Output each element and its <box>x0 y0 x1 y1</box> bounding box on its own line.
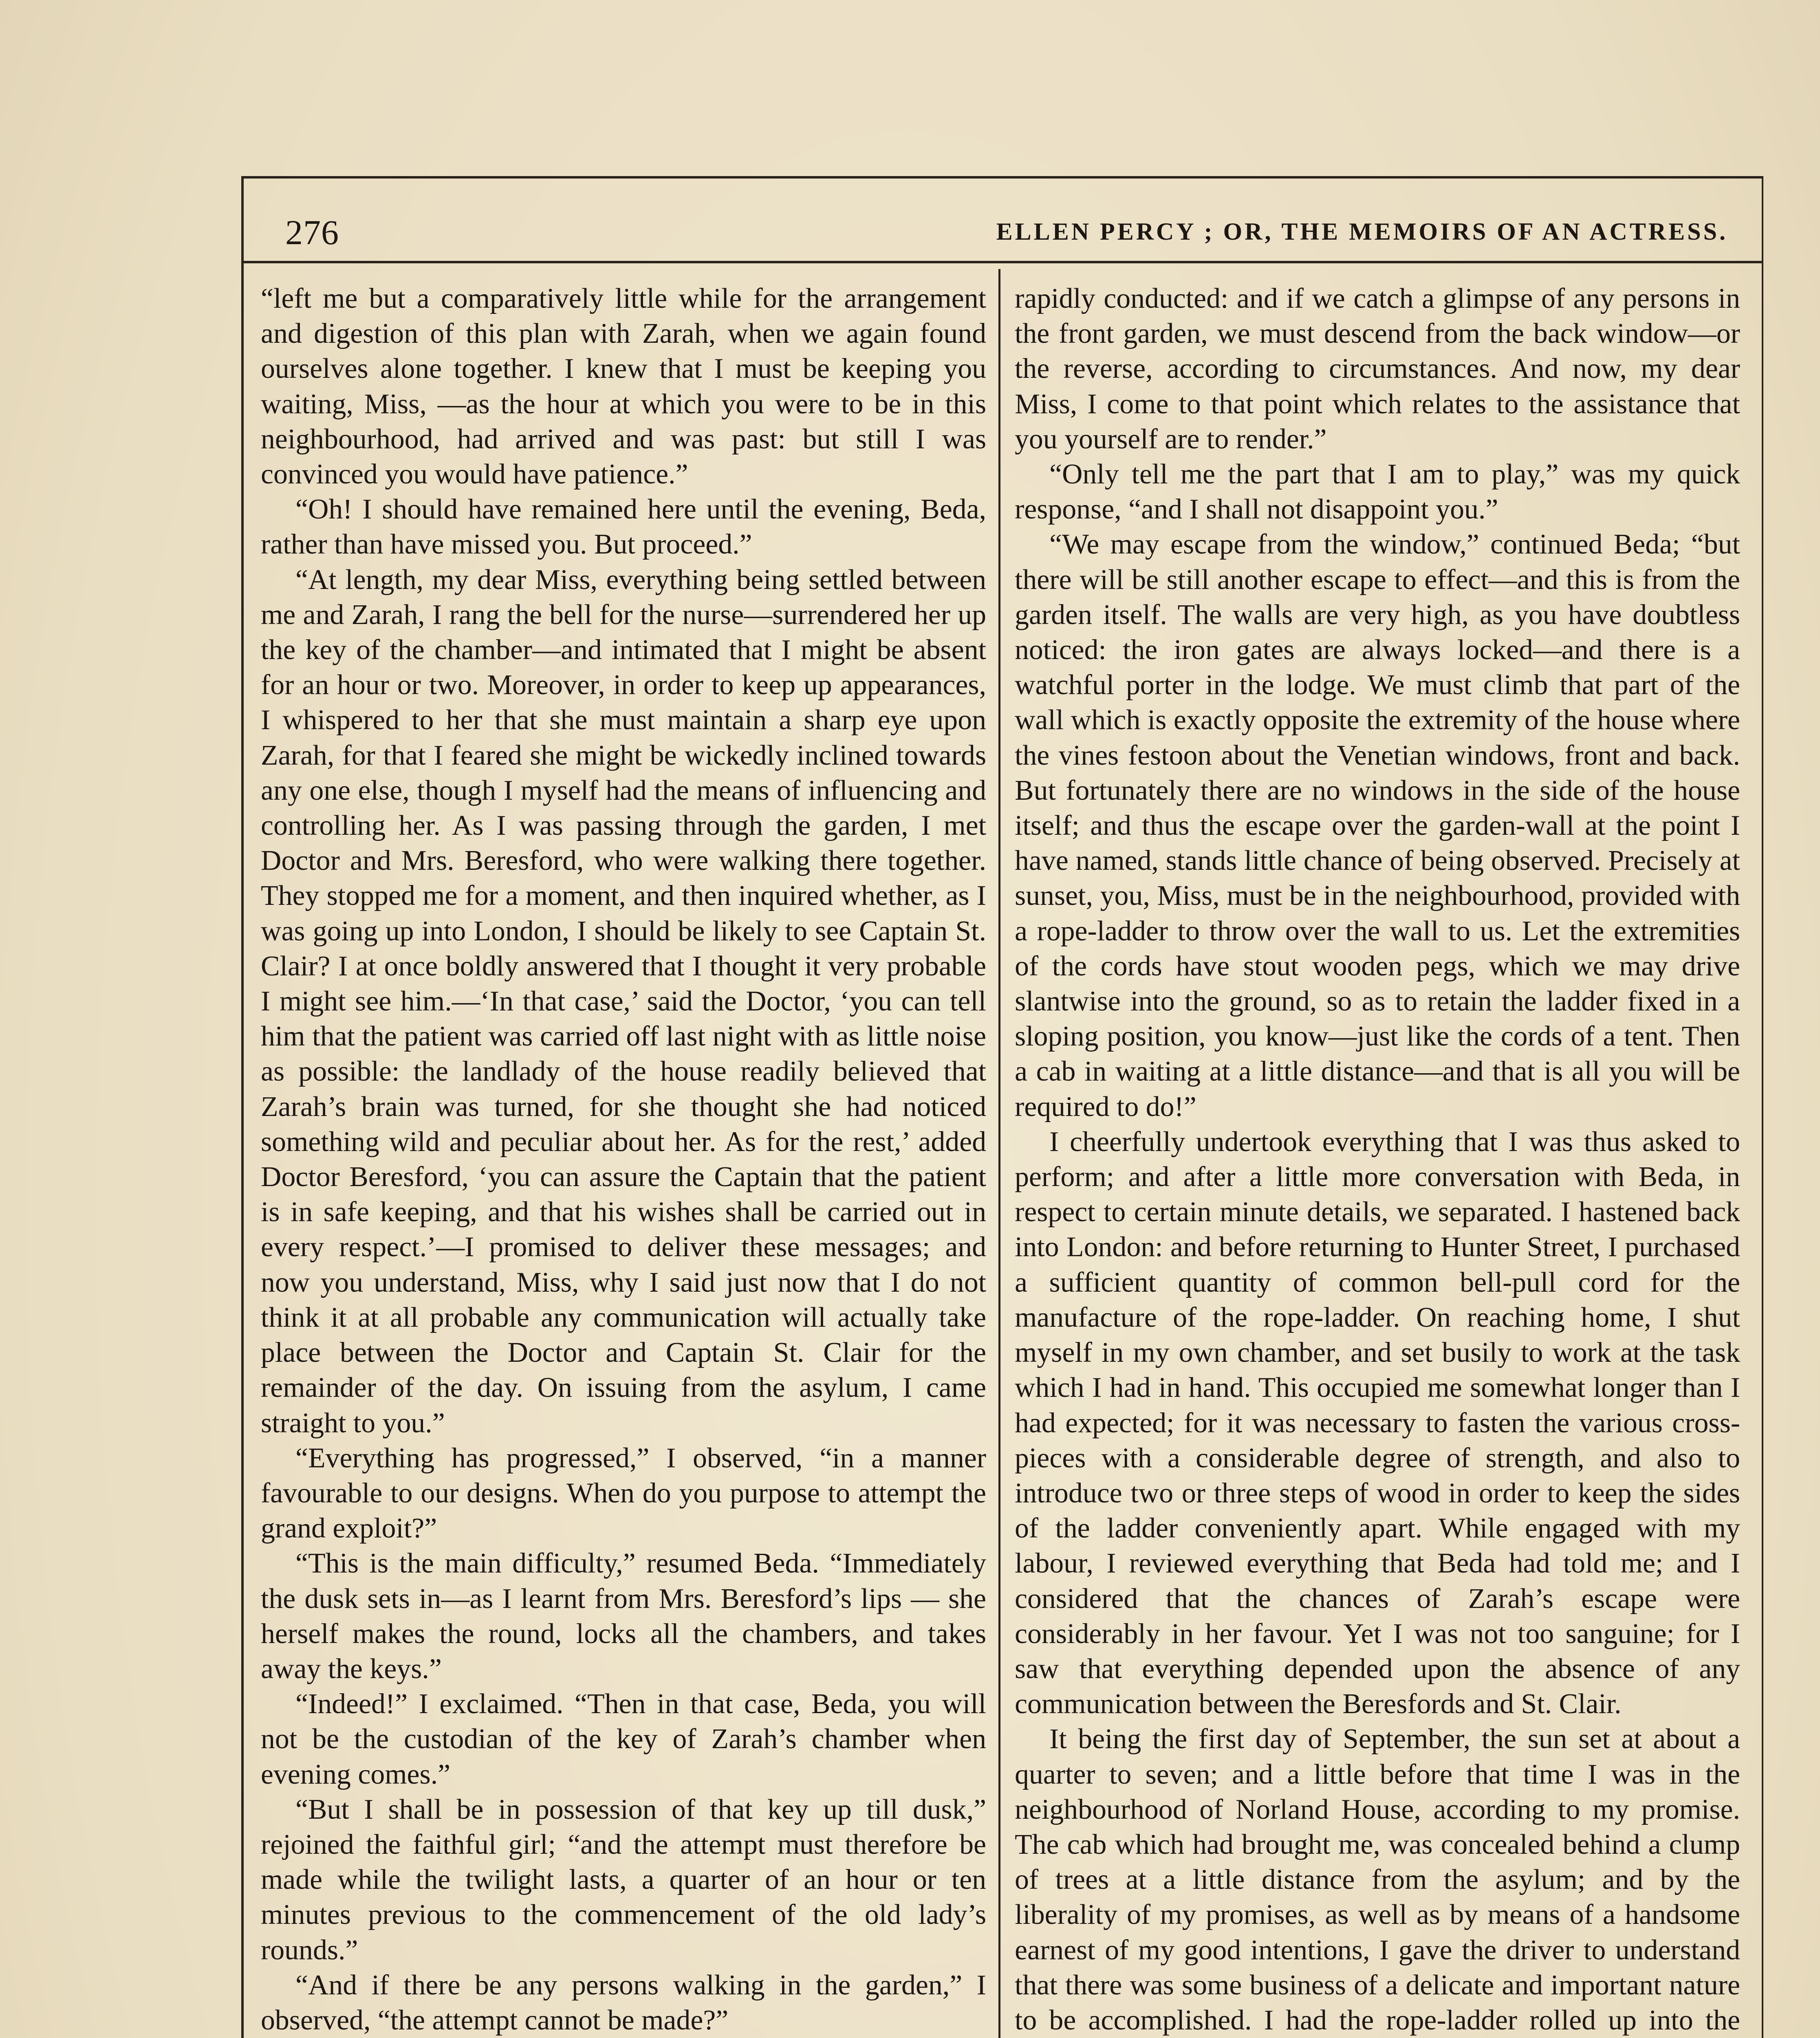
paragraph: “Oh! I should have remained here until the evening, Beda, rather than have missed you. But proceed.” <box>261 494 986 560</box>
running-title: ELLEN PERCY ; OR, THE MEMOIRS OF AN ACTRESS. <box>996 218 1728 245</box>
paragraph: “And if there be any persons walking in the garden,” I observed, “the attempt cannot be made?” <box>261 1969 986 2036</box>
paragraph: I cheerfully undertook everything that I was thus asked to perform; and after a little more conversation with Beda, in respect to certain minute details, we separated. I hastened back into London: and before returning to Hunter Street, I purchased a sufficient quantity of common bell-pull cord for the manufacture of the rope-ladder. On reaching home, I shut myself in my own chamber, and set busily to work at the task which I had in hand. This occupied me somewhat longer than I had expected; for it was necessary to fasten the various cross-pieces with a considerable degree of strength, and also to introduce two or three steps of wood in order to keep the sides of the ladder conveniently apart. While engaged with my labour, I reviewed everything that Beda had told me; and I considered that the chances of Zarah’s escape were considerably in her favour. Yet I was not too sanguine; for I saw that everything depended upon the absence of any communication between the Beresfords and St. Clair. <box>1015 1126 1740 1720</box>
right-column <box>1015 281 1740 2038</box>
paragraph: “Everything has progressed,” I observed, “in a manner favourable to our designs. When do you purpose to attempt the grand exploit?” <box>261 1442 986 1544</box>
page-number: 276 <box>285 213 339 252</box>
paragraph: “But I shall be in possession of that key up till dusk,” rejoined the faithful girl; “and the attempt must therefore be made while the twilight lasts, a quarter of an hour or ten minutes previous to the commencement of the old lady’s rounds.” <box>261 1793 986 1966</box>
left-column <box>261 281 986 2038</box>
paragraph: “Indeed!” I exclaimed. “Then in that case, Beda, you will not be the custodian of the key of Zarah’s chamber when evening comes.” <box>261 1688 986 1790</box>
paragraph: “Only tell me the part that I am to play,” was my quick response, “and I shall not disappoint you.” <box>1015 459 1740 525</box>
column-divider <box>998 269 1000 2038</box>
paragraph: It being the first day of September, the sun set at about a quarter to seven; and a little before that time I was in the neighbourhood of Norland House, according to my promise. The cab which had brought me, was concealed behind a clump of trees at a little distance from the asylum; and by the liberality of my promises, as well as by means of a handsome earnest of my good intentions, I gave the driver to understand that there was some business of a delicate and important nature to be accomplished. I had the rope-ladder rolled up into the <box>1015 1723 1740 2036</box>
paragraph: “left me but a comparatively little while for the arrangement and digestion of this plan with Zarah, when we again found ourselves alone together. I knew that I must be keeping you waiting, Miss, —as the hour at which you were to be in this neighbourhood, had arrived and was past: but still I was convinced you would have patience.” <box>261 283 986 490</box>
page-header <box>285 212 1728 257</box>
paragraph: “We may escape from the window,” continued Beda; “but there will be still another escape to effect—and this is from the garden itself. The walls are very high, as you have doubtless noticed: the iron gates are always locked—and there is a watchful porter in the lodge. We must climb that part of the wall which is exactly opposite the extremity of the house where the vines festoon about the Venetian windows, front and back. But fortunately there are no windows in the side of the house itself; and thus the escape over the garden-wall at the point I have named, stands little chance of being observed. Precisely at sunset, you, Miss, must be in the neighbourhood, provided with a rope-ladder to throw over the wall to us. Let the extremities of the cords have stout wooden pegs, which we may drive slantwise into the ground, so as to retain the ladder fixed in a sloping position, you know—just like the cords of a tent. Then a cab in waiting at a little distance—and that is all you will be required to do!” <box>1015 529 1740 1123</box>
paragraph: “At length, my dear Miss, everything being settled between me and Zarah, I rang the bell for the nurse—surrendered her up the key of the chamber—and intimated that I might be absent for an hour or two. Moreover, in order to keep up appearances, I whispered to her that she must maintain a sharp eye upon Zarah, for that I feared she might be wickedly inclined towards any one else, though I myself had the means of influencing and controlling her. As I was passing through the garden, I met Doctor and Mrs. Beresford, who were walking there together. They stopped me for a moment, and then inquired whether, as I was going up into London, I should be likely to see Captain St. Clair? I at once boldly answered that I thought it very probable I might see him.—‘In that case,’ said the Doctor, ‘you can tell him that the patient was carried off last night with as little noise as possible: the landlady of the house readily believed that Zarah’s brain was turned, for she thought she had noticed something wild and peculiar about her. As for the rest,’ added Doctor Beresford, ‘you can assure the Captain that the patient is in safe keeping, and that his wishes shall be carried out in every respect.’—I promised to deliver these messages; and now you understand, Miss, why I said just now that I do not think it at all probable any communication will actually take place between the Doctor and Captain St. Clair for the remainder of the day. On issuing from the asylum, I came straight to you.” <box>261 564 986 1439</box>
header-rule <box>244 261 1763 263</box>
paragraph: rapidly conducted: and if we catch a glimpse of any persons in the front garden, we must descend from the back window—or the reverse, according to circumstances. And now, my dear Miss, I come to that point which relates to the assistance that you yourself are to render.” <box>1015 283 1740 455</box>
paragraph: “This is the main difficulty,” resumed Beda. “Immediately the dusk sets in—as I learnt from Mrs. Beresford’s lips — she herself makes the round, locks all the chambers, and takes away the keys.” <box>261 1548 986 1685</box>
